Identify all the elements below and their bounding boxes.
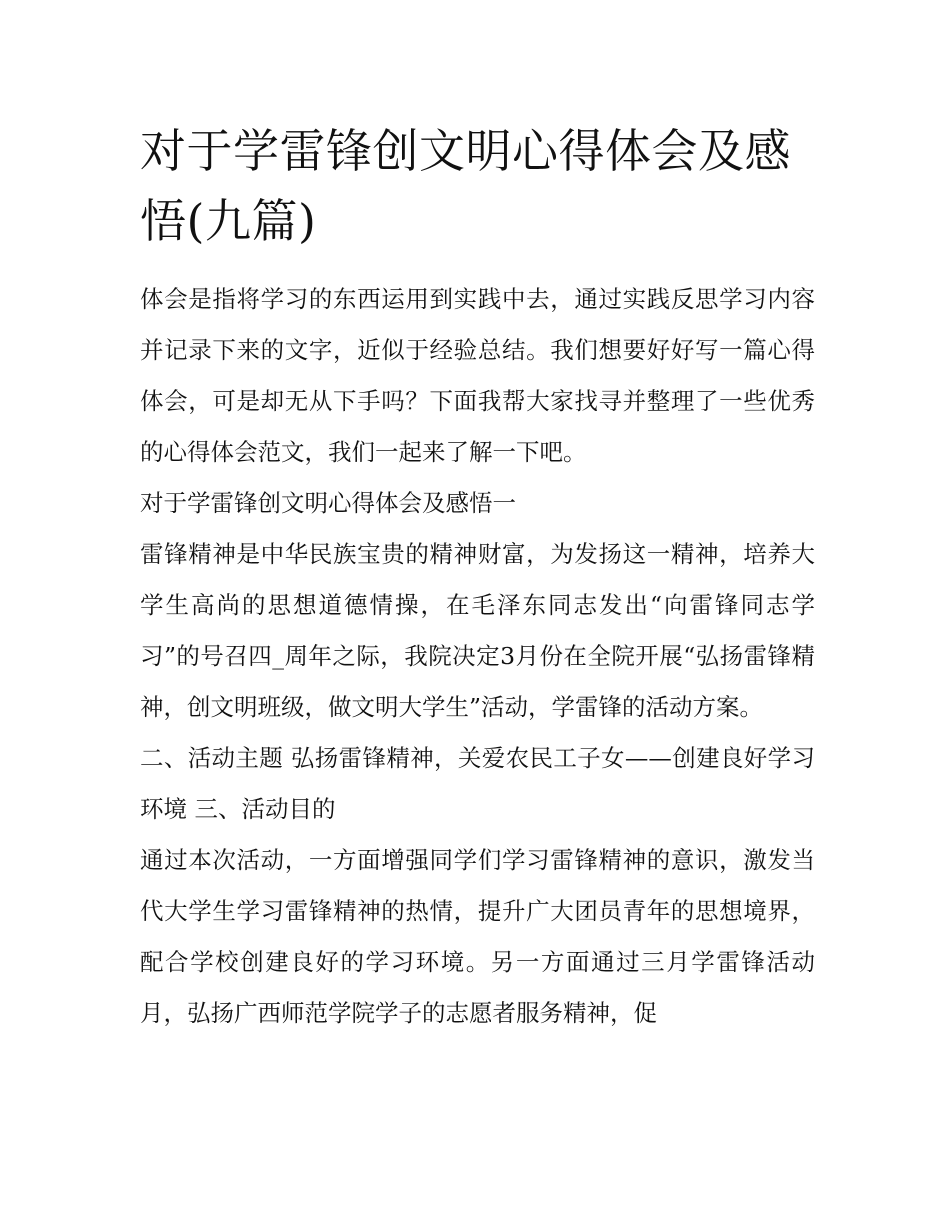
- activity-theme-paragraph: 二、活动主题 弘扬雷锋精神，关爱农民工子女——创建良好学习环境 三、活动目的: [140, 744, 815, 823]
- document-title: 对于学雷锋创文明心得体会及感悟(九篇): [140, 124, 791, 248]
- body-paragraph: 雷锋精神是中华民族宝贵的精神财富，为发扬这一精神，培养大学生高尚的思想道德情操，在毛泽东同志发出“向雷锋同志学习”的号召四_周年之际，我院决定3月份在全院开展“弘扬雷锋精神，创文明班级，做文明大学生”活动，学雷锋的活动方案。: [140, 540, 815, 721]
- activity-purpose-paragraph: 通过本次活动，一方面增强同学们学习雷锋精神的意识，激发当代大学生学习雷锋精神的热情，提升广大团员青年的思想境界，配合学校创建良好的学习环境。另一方面通过三月学雷锋活动月，弘扬广西师范学院学子的志愿者服务精神，促: [140, 846, 815, 1027]
- intro-paragraph: 体会是指将学习的东西运用到实践中去，通过实践反思学习内容并记录下来的文字，近似于经验总结。我们想要好好写一篇心得体会，可是却无从下手吗？下面我帮大家找寻并整理了一些优秀的心得体会范文，我们一起来了解一下吧。: [140, 285, 815, 466]
- section-heading: 对于学雷锋创文明心得体会及感悟一: [140, 489, 516, 517]
- document-body: [140, 116, 815, 1039]
